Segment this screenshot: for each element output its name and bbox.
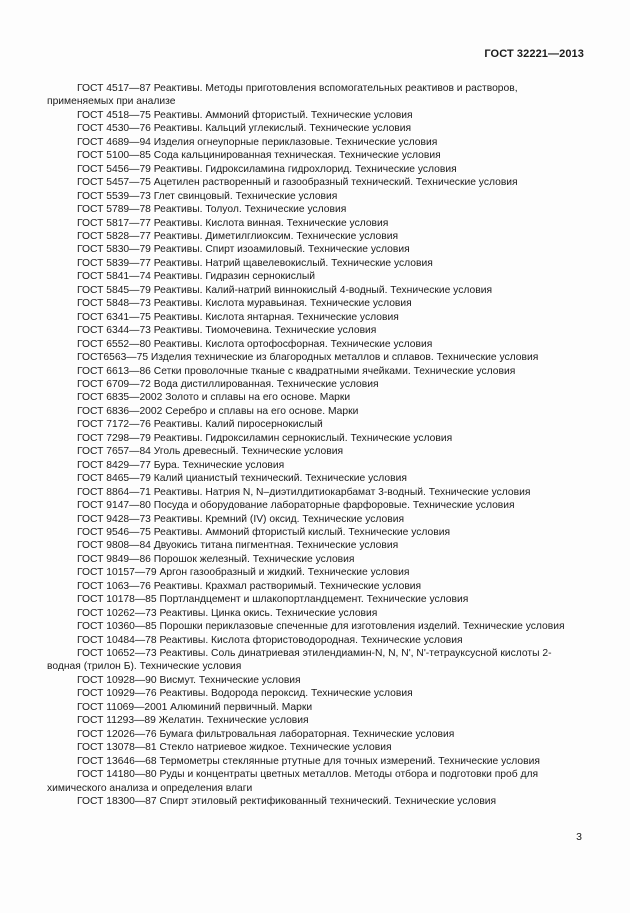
reference-entry: ГОСТ 8465—79 Калий цианистый технический. Технические условия <box>77 473 407 485</box>
reference-entry: ГОСТ 10262—73 Реактивы. Цинка окись. Технические условия <box>77 607 378 619</box>
page-number: 3 <box>576 831 582 843</box>
reference-entry: ГОСТ 5839—77 Реактивы. Натрий щавелевокислый. Технические условия <box>77 257 433 269</box>
document-header: ГОСТ 32221—2013 <box>484 48 584 60</box>
reference-entry: ГОСТ 5841—74 Реактивы. Гидразин сернокислый <box>77 271 316 283</box>
reference-entry: ГОСТ 10928—90 Висмут. Технические условия <box>77 674 301 686</box>
reference-entry: ГОСТ 5845—79 Реактивы. Калий-натрий виннокислый 4-водный. Технические условия <box>77 284 493 296</box>
reference-entry: ГОСТ 6835—2002 Золото и сплавы на его основе. Марки <box>77 392 351 404</box>
reference-entry: ГОСТ 5817—77 Реактивы. Кислота винная. Технические условия <box>77 217 389 229</box>
reference-entry: ГОСТ 6344—73 Реактивы. Тиомочевина. Технические условия <box>77 325 377 337</box>
reference-entry: ГОСТ 5457—75 Ацетилен растворенный и газообразный технический. Технические условия <box>77 177 518 189</box>
reference-entry: ГОСТ 11293—89 Желатин. Технические условия <box>77 715 309 727</box>
reference-entry: ГОСТ 10360—85 Порошки периклазовые спеченные для изготовления изделий. Технические условия <box>77 621 565 633</box>
reference-entry: ГОСТ 5456—79 Реактивы. Гидроксиламина гидрохлорид. Технические условия <box>77 163 457 175</box>
reference-entry: ГОСТ6563—75 Изделия технические из благородных металлов и сплавов. Технические условия <box>77 352 539 364</box>
reference-entry: ГОСТ 5100—85 Сода кальцинированная техническая. Технические условия <box>77 150 441 162</box>
reference-entry: ГОСТ 6613—86 Сетки проволочные тканые с квадратными ячейками. Технические условия <box>77 365 516 377</box>
reference-entry: ГОСТ 5539—73 Глет свинцовый. Технические условия <box>77 190 338 202</box>
reference-entry: ГОСТ 6836—2002 Серебро и сплавы на его основе. Марки <box>77 405 359 417</box>
reference-entry: ГОСТ 6552—80 Реактивы. Кислота ортофосфорная. Технические условия <box>77 338 433 350</box>
reference-entry: ГОСТ 9147—80 Посуда и оборудование лабораторные фарфоровые. Технические условия <box>77 500 515 512</box>
reference-entry: ГОСТ 10929—76 Реактивы. Водорода пероксид. Технические условия <box>77 688 413 700</box>
reference-entry: ГОСТ 6341—75 Реактивы. Кислота янтарная. Технические условия <box>77 311 399 323</box>
reference-entry: ГОСТ 4530—76 Реактивы. Кальций углекислый. Технические условия <box>77 123 412 135</box>
reference-entry: ГОСТ 7298—79 Реактивы. Гидроксиламин сернокислый. Технические условия <box>77 432 453 444</box>
reference-entry: ГОСТ 12026—76 Бумага фильтровальная лабораторная. Технические условия <box>77 728 455 740</box>
reference-entry: ГОСТ 11069—2001 Алюминий первичный. Марки <box>77 701 313 713</box>
reference-entry: ГОСТ 5848—73 Реактивы. Кислота муравьиная. Технические условия <box>77 298 412 310</box>
reference-entry: ГОСТ 9808—84 Двуокись титана пигментная. Технические условия <box>77 540 399 552</box>
reference-entry: ГОСТ 13078—81 Стекло натриевое жидкое. Технические условия <box>77 742 392 754</box>
reference-entry: ГОСТ 9428—73 Реактивы. Кремний (IV) оксид. Технические условия <box>77 513 405 525</box>
reference-entry: ГОСТ 10157—79 Аргон газообразный и жидкий. Технические условия <box>77 567 410 579</box>
reference-entry: ГОСТ 5830—79 Реактивы. Спирт изоамиловый. Технические условия <box>77 244 410 256</box>
reference-entry: ГОСТ 14180—80 Руды и концентраты цветных металлов. Методы отбора и подготовки проб для химического анализа и определения влаги <box>47 769 539 794</box>
reference-entry: ГОСТ 7172—76 Реактивы. Калий пиросернокислый <box>77 419 323 431</box>
reference-entry: ГОСТ 18300—87 Спирт этиловый ректификованный технический. Технические условия <box>77 796 497 808</box>
reference-entry: ГОСТ 5789—78 Реактивы. Толуол. Технические условия <box>77 204 347 216</box>
reference-entry: ГОСТ 4518—75 Реактивы. Аммоний фтористый. Технические условия <box>77 109 413 121</box>
reference-entry: ГОСТ 8864—71 Реактивы. Натрия N, N–диэтилдитиокарбамат 3-водный. Технические условия <box>77 486 531 498</box>
reference-entry: ГОСТ 10178—85 Портландцемент и шлакопортландцемент. Технические условия <box>77 594 469 606</box>
reference-entry: ГОСТ 10652—73 Реактивы. Соль динатриевая этилендиамин-N, N, N', N'-тетрауксусной кислоты 2-водная (трилон Б). Технические условия <box>47 648 552 673</box>
reference-entry: ГОСТ 9849—86 Порошок железный. Технические условия <box>77 553 355 565</box>
normative-references-list <box>47 82 584 808</box>
reference-entry: ГОСТ 10484—78 Реактивы. Кислота фтористоводородная. Технические условия <box>77 634 463 646</box>
reference-entry: ГОСТ 7657—84 Уголь древесный. Технические условия <box>77 446 344 458</box>
reference-entry: ГОСТ 5828—77 Реактивы. Диметилглиоксим. Технические условия <box>77 230 399 242</box>
reference-entry: ГОСТ 6709—72 Вода дистиллированная. Технические условия <box>77 378 379 390</box>
reference-entry: ГОСТ 9546—75 Реактивы. Аммоний фтористый кислый. Технические условия <box>77 526 451 538</box>
reference-entry: ГОСТ 1063—76 Реактивы. Крахмал растворимый. Технические условия <box>77 580 422 592</box>
reference-entry: ГОСТ 13646—68 Термометры стеклянные ртутные для точных измерений. Технические условия <box>77 755 540 767</box>
reference-entry: ГОСТ 4689—94 Изделия огнеупорные периклазовые. Технические условия <box>77 136 438 148</box>
reference-entry: ГОСТ 4517—87 Реактивы. Методы приготовления вспомогательных реактивов и растворов, применяемых при анализе <box>47 83 518 108</box>
reference-entry: ГОСТ 8429—77 Бура. Технические условия <box>77 459 285 471</box>
